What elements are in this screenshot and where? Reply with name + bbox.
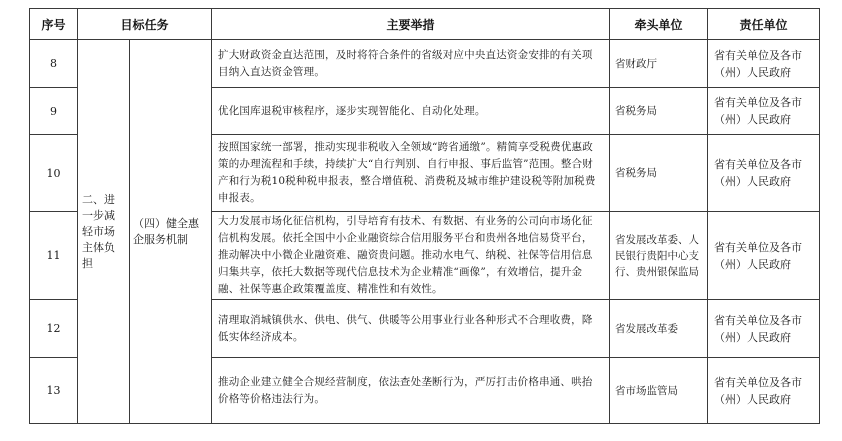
measure-cell: 扩大财政资金直达范围，及时将符合条件的省级对应中央直达资金安排的有关项目纳入直达资金管理。 <box>212 40 610 88</box>
header-responsible: 责任单位 <box>708 9 820 40</box>
row-number: 8 <box>30 40 78 88</box>
lead-unit-cell: 省税务局 <box>610 88 708 135</box>
goal-cell <box>78 40 130 424</box>
table-row <box>30 40 820 88</box>
lead-unit-cell: 省发展改革委、人民银行贵阳中心支行、贵州银保监局 <box>610 212 708 300</box>
task-text: （四）健全惠企服务机制 <box>133 216 199 246</box>
measure-cell: 大力发展市场化征信机构，引导培育有技术、有数据、有业务的公司向市场化征信机构发展。依托全国中小企业融资综合信用服务平台和贵州各地信易贷平台，推动解决中小微企业融资难、融资贵问题。推动水电气、纳税、社保等信用信息归集共享，依托大数据等现代信息技术为企业精准“画像”，有效增信，提升金融、社保等惠企政策覆盖度、精准性和有效性。 <box>212 212 610 300</box>
responsible-unit-cell: 省有关单位及各市（州）人民政府 <box>708 358 820 424</box>
lead-unit-cell: 省税务局 <box>610 135 708 212</box>
row-number: 13 <box>30 358 78 424</box>
row-number: 12 <box>30 300 78 358</box>
measure-cell: 推动企业建立健全合规经营制度，依法查处垄断行为，严厉打击价格串通、哄抬价格等价格违法行为。 <box>212 358 610 424</box>
header-lead: 牵头单位 <box>610 9 708 40</box>
row-number: 10 <box>30 135 78 212</box>
lead-unit-cell: 省财政厅 <box>610 40 708 88</box>
lead-unit-cell: 省市场监管局 <box>610 358 708 424</box>
policy-table <box>29 8 820 424</box>
responsible-unit-cell: 省有关单位及各市（州）人民政府 <box>708 40 820 88</box>
measure-cell: 按照国家统一部署，推动实现非税收入全领域“跨省通缴”。精简享受税费优惠政策的办理流程和手续，持续扩大“自行判别、自行申报、事后监管”范围。整合财产和行为税10税种税申报表，整合增值税、消费税及城市维护建设税等附加税费申报表。 <box>212 135 610 212</box>
header-num: 序号 <box>30 9 78 40</box>
measure-cell: 清理取消城镇供水、供电、供气、供暖等公用事业行业各种形式不合理收费，降低实体经济成本。 <box>212 300 610 358</box>
goal-text: 二、进一步减轻市场主体负担 <box>82 192 115 270</box>
header-row <box>30 9 820 40</box>
responsible-unit-cell: 省有关单位及各市（州）人民政府 <box>708 212 820 300</box>
responsible-unit-cell: 省有关单位及各市（州）人民政府 <box>708 88 820 135</box>
measure-cell: 优化国库退税审核程序，逐步实现智能化、自动化处理。 <box>212 88 610 135</box>
row-number: 11 <box>30 212 78 300</box>
task-cell <box>130 40 212 424</box>
header-measures: 主要举措 <box>212 9 610 40</box>
responsible-unit-cell: 省有关单位及各市（州）人民政府 <box>708 300 820 358</box>
header-goal: 目标任务 <box>78 9 212 40</box>
responsible-unit-cell: 省有关单位及各市（州）人民政府 <box>708 135 820 212</box>
lead-unit-cell: 省发展改革委 <box>610 300 708 358</box>
row-number: 9 <box>30 88 78 135</box>
